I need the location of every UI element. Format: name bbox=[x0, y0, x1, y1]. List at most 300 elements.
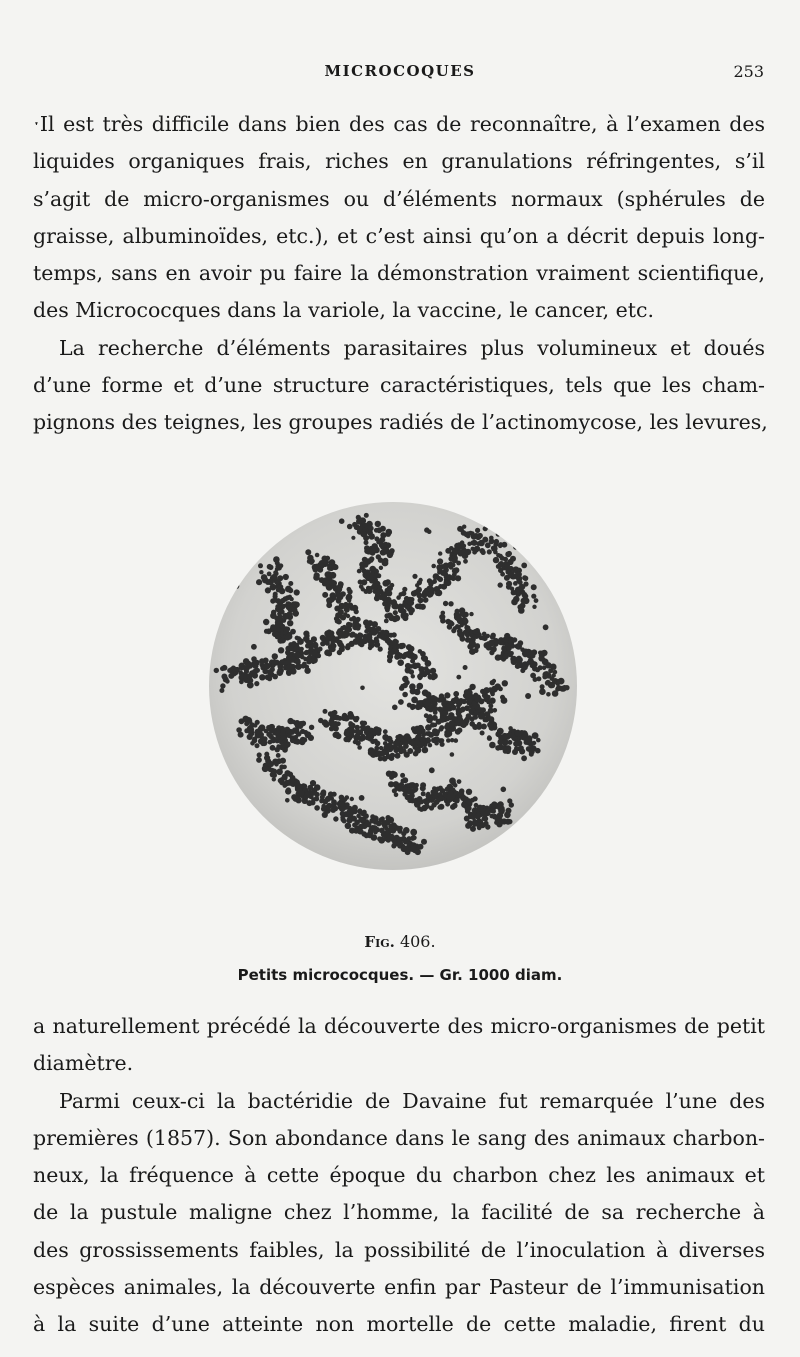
coccus bbox=[460, 699, 465, 704]
coccus bbox=[353, 717, 359, 723]
coccus bbox=[448, 701, 455, 708]
coccus bbox=[330, 807, 336, 813]
coccus bbox=[504, 642, 509, 647]
coccus bbox=[397, 837, 403, 843]
coccus bbox=[447, 785, 452, 790]
coccus bbox=[327, 629, 332, 634]
coccus bbox=[493, 557, 499, 563]
coccus bbox=[385, 608, 390, 613]
coccus bbox=[264, 752, 269, 757]
text-line: des Micrococques dans la variole, la vaccine, le cancer, etc. bbox=[33, 298, 655, 323]
coccus bbox=[347, 524, 353, 530]
coccus bbox=[382, 558, 388, 564]
coccus bbox=[305, 643, 310, 648]
coccus bbox=[534, 598, 539, 603]
coccus bbox=[272, 769, 278, 775]
coccus bbox=[501, 787, 507, 793]
coccus bbox=[383, 729, 388, 734]
coccus bbox=[364, 589, 369, 594]
coccus bbox=[426, 698, 432, 704]
coccus bbox=[251, 661, 257, 667]
coccus bbox=[473, 547, 479, 553]
coccus bbox=[329, 796, 334, 801]
coccus bbox=[358, 580, 363, 585]
coccus bbox=[407, 748, 413, 754]
coccus bbox=[532, 529, 536, 533]
coccus bbox=[398, 643, 404, 649]
coccus bbox=[320, 635, 326, 641]
coccus bbox=[239, 718, 245, 724]
coccus bbox=[222, 665, 228, 671]
coccus bbox=[469, 813, 474, 818]
coccus bbox=[346, 738, 350, 742]
coccus bbox=[388, 744, 394, 750]
coccus bbox=[381, 593, 387, 599]
coccus bbox=[258, 563, 263, 568]
coccus bbox=[448, 712, 454, 718]
coccus bbox=[489, 536, 494, 541]
coccus bbox=[404, 828, 409, 833]
coccus bbox=[266, 726, 272, 732]
coccus bbox=[477, 533, 483, 539]
coccus bbox=[353, 620, 359, 626]
coccus bbox=[302, 737, 307, 742]
coccus bbox=[295, 739, 301, 745]
coccus bbox=[403, 838, 409, 844]
coccus bbox=[342, 819, 347, 824]
coccus bbox=[288, 588, 293, 593]
coccus bbox=[285, 627, 290, 632]
coccus bbox=[349, 828, 355, 834]
coccus bbox=[413, 745, 418, 750]
coccus bbox=[448, 601, 453, 606]
coccus bbox=[286, 604, 293, 611]
coccus bbox=[548, 682, 555, 689]
coccus bbox=[451, 781, 456, 786]
text-line: liquides organiques frais, riches en granulations réfringentes, s’il bbox=[33, 149, 765, 174]
coccus bbox=[509, 802, 514, 807]
coccus bbox=[351, 536, 355, 540]
coccus bbox=[494, 820, 499, 825]
coccus bbox=[521, 563, 527, 569]
coccus bbox=[276, 769, 283, 776]
text-line: à la suite d’une atteinte non mortelle de cette maladie, firent du bbox=[33, 1312, 765, 1337]
coccus bbox=[457, 779, 462, 784]
coccus bbox=[310, 559, 315, 564]
coccus bbox=[421, 671, 427, 677]
coccus bbox=[365, 821, 371, 827]
text-line: de la pustule maligne chez l’homme, la facilité de sa recherche à bbox=[33, 1200, 765, 1225]
coccus bbox=[439, 727, 444, 732]
coccus bbox=[406, 783, 411, 788]
coccus bbox=[506, 808, 512, 814]
coccus bbox=[546, 692, 551, 697]
coccus bbox=[383, 741, 388, 746]
coccus bbox=[506, 581, 512, 587]
coccus bbox=[533, 677, 538, 682]
coccus bbox=[301, 721, 307, 727]
coccus bbox=[373, 826, 378, 831]
coccus bbox=[481, 550, 486, 555]
coccus bbox=[335, 733, 341, 739]
coccus bbox=[330, 572, 337, 579]
coccus bbox=[431, 673, 438, 680]
coccus bbox=[276, 588, 281, 593]
text-line: a naturellement précédé la découverte des micro-organismes de petit bbox=[33, 1014, 765, 1038]
coccus bbox=[496, 532, 501, 537]
coccus bbox=[462, 525, 466, 529]
coccus bbox=[348, 622, 353, 627]
coccus bbox=[552, 690, 559, 697]
coccus bbox=[398, 653, 403, 658]
coccus bbox=[390, 650, 395, 655]
coccus bbox=[473, 796, 478, 801]
coccus bbox=[488, 703, 493, 708]
coccus bbox=[388, 781, 394, 787]
coccus bbox=[424, 527, 429, 532]
coccus bbox=[214, 668, 219, 673]
coccus bbox=[360, 686, 365, 691]
coccus bbox=[342, 713, 348, 719]
coccus bbox=[270, 745, 276, 751]
coccus bbox=[311, 636, 317, 642]
coccus bbox=[460, 540, 465, 545]
coccus bbox=[357, 745, 362, 750]
coccus bbox=[511, 590, 517, 596]
coccus bbox=[429, 767, 435, 773]
coccus bbox=[313, 574, 320, 581]
coccus bbox=[444, 692, 450, 698]
coccus bbox=[291, 720, 296, 725]
coccus bbox=[421, 655, 427, 661]
coccus bbox=[360, 736, 365, 741]
coccus bbox=[412, 787, 417, 792]
coccus bbox=[276, 599, 282, 605]
coccus bbox=[333, 721, 339, 727]
coccus bbox=[278, 647, 284, 653]
coccus bbox=[349, 632, 355, 638]
coccus bbox=[367, 733, 373, 739]
coccus bbox=[333, 564, 339, 570]
coccus bbox=[385, 588, 390, 593]
coccus bbox=[233, 667, 238, 672]
coccus bbox=[248, 730, 254, 736]
coccus bbox=[410, 829, 417, 836]
coccus bbox=[364, 545, 370, 551]
coccus bbox=[390, 753, 395, 758]
coccus bbox=[493, 708, 498, 713]
coccus bbox=[258, 727, 263, 732]
coccus bbox=[564, 685, 569, 690]
coccus bbox=[314, 805, 320, 811]
coccus bbox=[415, 663, 421, 669]
coccus bbox=[368, 646, 373, 651]
coccus bbox=[436, 576, 441, 581]
coccus bbox=[340, 805, 346, 811]
coccus bbox=[426, 738, 431, 743]
coccus bbox=[252, 738, 258, 744]
coccus bbox=[225, 679, 230, 684]
coccus bbox=[454, 798, 460, 804]
coccus bbox=[338, 609, 344, 615]
coccus bbox=[364, 513, 369, 518]
coccus bbox=[484, 711, 490, 717]
coccus bbox=[432, 786, 437, 791]
coccus bbox=[275, 633, 280, 638]
coccus bbox=[257, 752, 262, 757]
coccus bbox=[388, 615, 394, 621]
coccus bbox=[518, 640, 524, 646]
coccus bbox=[462, 619, 468, 625]
coccus bbox=[470, 826, 476, 832]
coccus bbox=[369, 572, 375, 578]
text-line: s’agit de micro-organismes ou d’éléments normaux (sphérules de bbox=[33, 186, 765, 211]
coccus bbox=[526, 737, 531, 742]
coccus bbox=[302, 662, 307, 667]
coccus bbox=[382, 756, 388, 762]
coccus bbox=[409, 669, 414, 674]
coccus bbox=[417, 796, 423, 802]
coccus bbox=[485, 542, 491, 548]
coccus bbox=[320, 791, 326, 797]
coccus bbox=[482, 517, 488, 523]
coccus bbox=[330, 713, 335, 718]
coccus bbox=[505, 551, 511, 557]
coccus bbox=[511, 599, 518, 606]
paragraph-top bbox=[33, 106, 768, 442]
coccus bbox=[466, 798, 472, 804]
coccus bbox=[285, 728, 290, 733]
coccus bbox=[268, 565, 273, 570]
coccus bbox=[481, 724, 487, 730]
coccus bbox=[521, 755, 527, 761]
coccus bbox=[510, 643, 515, 648]
coccus bbox=[307, 800, 313, 806]
coccus bbox=[353, 809, 358, 814]
coccus bbox=[470, 531, 475, 536]
coccus bbox=[343, 602, 348, 607]
coccus bbox=[288, 581, 293, 586]
coccus bbox=[351, 816, 357, 822]
coccus bbox=[297, 784, 302, 789]
coccus bbox=[352, 522, 357, 527]
figure-label-number: 406. bbox=[399, 932, 436, 951]
coccus bbox=[452, 557, 458, 563]
running-title: MICROCOQUES bbox=[324, 62, 476, 80]
coccus bbox=[290, 629, 296, 635]
coccus bbox=[532, 605, 536, 609]
coccus bbox=[380, 633, 385, 638]
coccus bbox=[375, 521, 381, 527]
coccus bbox=[495, 745, 501, 751]
coccus bbox=[292, 795, 299, 802]
coccus bbox=[414, 801, 421, 808]
coccus bbox=[397, 659, 404, 666]
coccus bbox=[427, 578, 432, 583]
coccus bbox=[461, 530, 467, 536]
coccus bbox=[275, 567, 279, 571]
coccus bbox=[539, 653, 545, 659]
coccus bbox=[385, 542, 391, 548]
coccus bbox=[454, 696, 459, 701]
coccus bbox=[532, 741, 536, 745]
coccus bbox=[408, 646, 414, 652]
coccus bbox=[482, 692, 488, 698]
coccus bbox=[474, 643, 480, 649]
coccus bbox=[455, 729, 461, 735]
coccus bbox=[489, 689, 495, 695]
coccus bbox=[446, 738, 451, 743]
coccus bbox=[385, 637, 391, 643]
coccus bbox=[443, 601, 448, 606]
micrograph-field bbox=[209, 502, 577, 870]
coccus bbox=[485, 824, 490, 829]
coccus bbox=[414, 689, 421, 696]
coccus bbox=[387, 834, 393, 840]
coccus bbox=[516, 587, 522, 593]
coccus bbox=[409, 664, 414, 669]
coccus bbox=[410, 706, 415, 711]
coccus bbox=[529, 749, 535, 755]
text-line: diamètre. bbox=[33, 1051, 134, 1076]
coccus bbox=[374, 746, 379, 751]
coccus bbox=[272, 653, 278, 659]
coccus bbox=[424, 666, 429, 671]
coccus bbox=[421, 791, 426, 796]
coccus bbox=[284, 780, 290, 786]
coccus bbox=[344, 606, 350, 612]
coccus bbox=[543, 624, 549, 630]
coccus bbox=[494, 539, 499, 544]
coccus bbox=[455, 609, 460, 614]
coccus bbox=[417, 683, 424, 690]
coccus bbox=[393, 740, 400, 747]
coccus bbox=[439, 693, 444, 698]
coccus bbox=[364, 833, 369, 838]
coccus bbox=[513, 741, 519, 747]
coccus bbox=[269, 762, 274, 767]
coccus bbox=[461, 720, 466, 725]
coccus bbox=[438, 551, 442, 555]
coccus bbox=[252, 669, 258, 675]
coccus bbox=[467, 542, 471, 546]
coccus bbox=[421, 786, 426, 791]
coccus bbox=[294, 589, 300, 595]
coccus bbox=[509, 733, 515, 739]
coccus bbox=[438, 804, 444, 810]
coccus bbox=[329, 579, 335, 585]
coccus bbox=[282, 742, 288, 748]
coccus bbox=[515, 574, 521, 580]
coccus bbox=[425, 660, 432, 667]
coccus bbox=[358, 633, 362, 637]
coccus bbox=[530, 653, 535, 658]
coccus bbox=[535, 748, 541, 754]
coccus bbox=[335, 619, 340, 624]
coccus bbox=[548, 668, 553, 673]
coccus bbox=[315, 653, 320, 658]
coccus bbox=[395, 735, 399, 739]
coccus bbox=[286, 664, 293, 671]
figure-label-prefix: Fig. bbox=[364, 933, 395, 951]
coccus bbox=[378, 837, 385, 844]
coccus bbox=[376, 731, 381, 736]
coccus bbox=[336, 598, 341, 603]
coccus bbox=[287, 620, 293, 626]
coccus bbox=[474, 696, 481, 703]
coccus bbox=[342, 633, 348, 639]
coccus bbox=[411, 674, 415, 678]
paragraph-bottom bbox=[33, 1008, 765, 1344]
coccus bbox=[254, 681, 259, 686]
coccus bbox=[236, 561, 240, 565]
coccus bbox=[431, 564, 436, 569]
text-line: premières (1857). Son abondance dans le sang des animaux charbon- bbox=[33, 1125, 765, 1150]
coccus bbox=[489, 742, 496, 749]
coccus bbox=[368, 639, 374, 645]
coccus bbox=[494, 638, 499, 643]
coccus bbox=[384, 619, 389, 624]
coccus bbox=[502, 746, 507, 751]
coccus bbox=[502, 739, 508, 745]
coccus bbox=[394, 615, 400, 621]
coccus bbox=[336, 593, 341, 598]
coccus bbox=[402, 692, 408, 698]
coccus bbox=[307, 785, 313, 791]
coccus bbox=[288, 595, 292, 599]
coccus bbox=[436, 590, 443, 597]
coccus bbox=[236, 727, 242, 733]
coccus bbox=[449, 565, 454, 570]
coccus bbox=[531, 594, 536, 599]
coccus bbox=[393, 610, 398, 615]
coccus bbox=[371, 584, 378, 591]
coccus bbox=[386, 529, 393, 536]
coccus bbox=[306, 659, 311, 664]
coccus bbox=[502, 680, 508, 686]
coccus bbox=[488, 723, 494, 729]
coccus bbox=[480, 822, 486, 828]
coccus bbox=[522, 592, 528, 598]
coccus bbox=[489, 698, 495, 704]
coccus bbox=[454, 691, 459, 696]
coccus bbox=[273, 594, 278, 599]
coccus bbox=[293, 610, 299, 616]
coccus bbox=[409, 654, 413, 658]
coccus bbox=[379, 566, 383, 570]
coccus bbox=[383, 550, 388, 555]
coccus bbox=[305, 731, 312, 738]
coccus bbox=[285, 650, 291, 656]
page-number: 253 bbox=[733, 62, 764, 81]
coccus bbox=[350, 797, 354, 801]
text-line: temps, sans en avoir pu faire la démonstration vraiment scientifique, bbox=[33, 261, 765, 286]
coccus bbox=[466, 789, 472, 795]
coccus bbox=[329, 598, 334, 603]
coccus bbox=[419, 807, 424, 812]
coccus bbox=[277, 669, 284, 676]
coccus bbox=[465, 549, 471, 555]
coccus bbox=[500, 572, 505, 577]
coccus bbox=[241, 672, 248, 679]
coccus bbox=[513, 545, 518, 550]
text-line: Parmi ceux-ci la bactéridie de Davaine fut remarquée l’une des bbox=[59, 1088, 765, 1113]
coccus bbox=[391, 632, 396, 637]
coccus bbox=[267, 669, 272, 674]
coccus bbox=[456, 703, 461, 708]
coccus bbox=[495, 731, 501, 737]
coccus bbox=[239, 679, 244, 684]
